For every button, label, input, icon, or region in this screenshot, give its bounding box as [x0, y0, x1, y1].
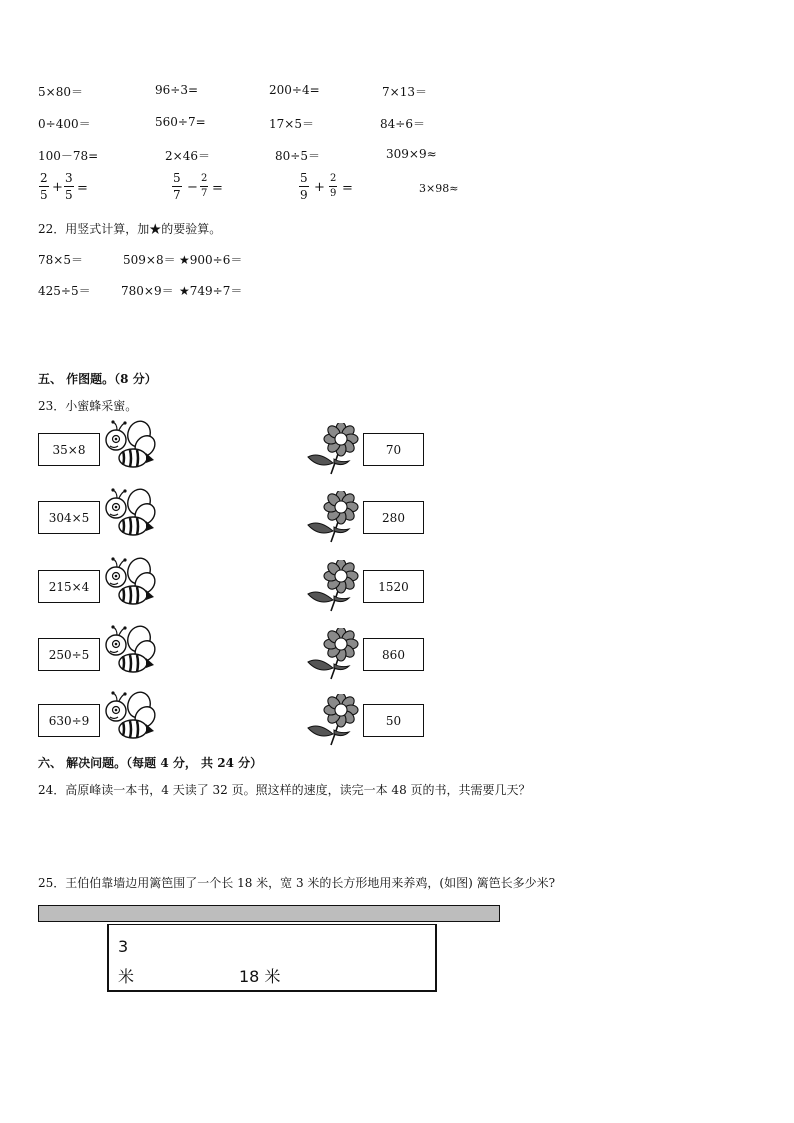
operator: − [187, 180, 198, 195]
equals: = [77, 181, 88, 196]
calc-item: 780×9＝ [121, 284, 174, 298]
question-24: 24．高原峰读一本书，4 天读了 32 页。照这样的速度，读完一本 48 页的书，共需要几天？ [38, 783, 531, 797]
calc-item: 3×98≈ [419, 182, 459, 195]
calc-item: ★900÷6＝ [179, 253, 243, 267]
question-25: 25．王伯伯靠墙边用篱笆围了一个长 18 米，宽 3 米的长方形地用来养鸡，(如图) 篱笆长多少米? [38, 876, 556, 890]
flower-icon [305, 491, 359, 546]
calc-item: 17×5＝ [269, 117, 314, 131]
flower-answer-box: 860 [363, 638, 424, 671]
section-heading: 六、 解决问题。（每题 4 分， 共 24 分） [38, 756, 263, 770]
calc-item: 80÷5＝ [275, 149, 320, 163]
bee-expression-box: 250÷5 [38, 638, 100, 671]
flower-icon [305, 694, 359, 749]
width-number: 3 [118, 937, 129, 956]
calc-item: 84÷6＝ [380, 117, 425, 131]
fraction: $\frac{5}{7}$ [173, 171, 181, 202]
flower-answer-box: 50 [363, 704, 424, 737]
calc-item: ★749÷7＝ [179, 284, 243, 298]
wall [38, 905, 500, 922]
flower-icon [305, 628, 359, 683]
equals: = [342, 181, 353, 196]
operator: + [52, 180, 63, 195]
calc-item: 425÷5＝ [38, 284, 91, 298]
calc-item: 2×46＝ [165, 149, 210, 163]
bee-icon [99, 691, 157, 746]
bee-icon [99, 488, 157, 543]
width-unit: 米 [118, 967, 135, 986]
flower-icon [305, 560, 359, 615]
fraction: $\frac{2}{7}$ [201, 173, 208, 199]
calc-item: 0÷400＝ [38, 117, 91, 131]
equals: = [212, 181, 223, 196]
fraction: $\frac{5}{9}$ [300, 171, 308, 202]
calc-item: 5×80＝ [38, 85, 83, 99]
bee-expression-box: 35×8 [38, 433, 100, 466]
calc-item: 200÷4= [269, 83, 320, 97]
fraction: $\frac{3}{5}$ [65, 171, 73, 202]
length-label: 18 米 [239, 967, 281, 986]
fraction: $\frac{2}{5}$ [40, 171, 48, 202]
calc-item: 509×8＝ [123, 253, 176, 267]
flower-icon [305, 423, 359, 478]
bee-expression-box: 630÷9 [38, 704, 100, 737]
calc-item: 100－78= [38, 149, 99, 163]
calc-item: 96÷3= [155, 83, 199, 97]
fraction: $\frac{2}{9}$ [330, 173, 337, 199]
flower-answer-box: 70 [363, 433, 424, 466]
section-heading: 五、 作图题。（8 分） [38, 372, 157, 386]
bee-expression-box: 215×4 [38, 570, 100, 603]
flower-answer-box: 280 [363, 501, 424, 534]
calc-item: 309×9≈ [386, 147, 437, 161]
calc-item: 560÷7= [155, 115, 206, 129]
calc-item: 7×13＝ [382, 85, 427, 99]
operator: + [314, 180, 325, 195]
question-23: 23．小蜜蜂采蜜。 [38, 399, 138, 413]
bee-icon [99, 625, 157, 680]
flower-answer-box: 1520 [363, 570, 424, 603]
bee-expression-box: 304×5 [38, 501, 100, 534]
question-22: 22．用竖式计算，加★的要验算。 [38, 222, 222, 236]
bee-icon [99, 557, 157, 612]
bee-icon [99, 420, 157, 475]
calc-item: 78×5＝ [38, 253, 83, 267]
